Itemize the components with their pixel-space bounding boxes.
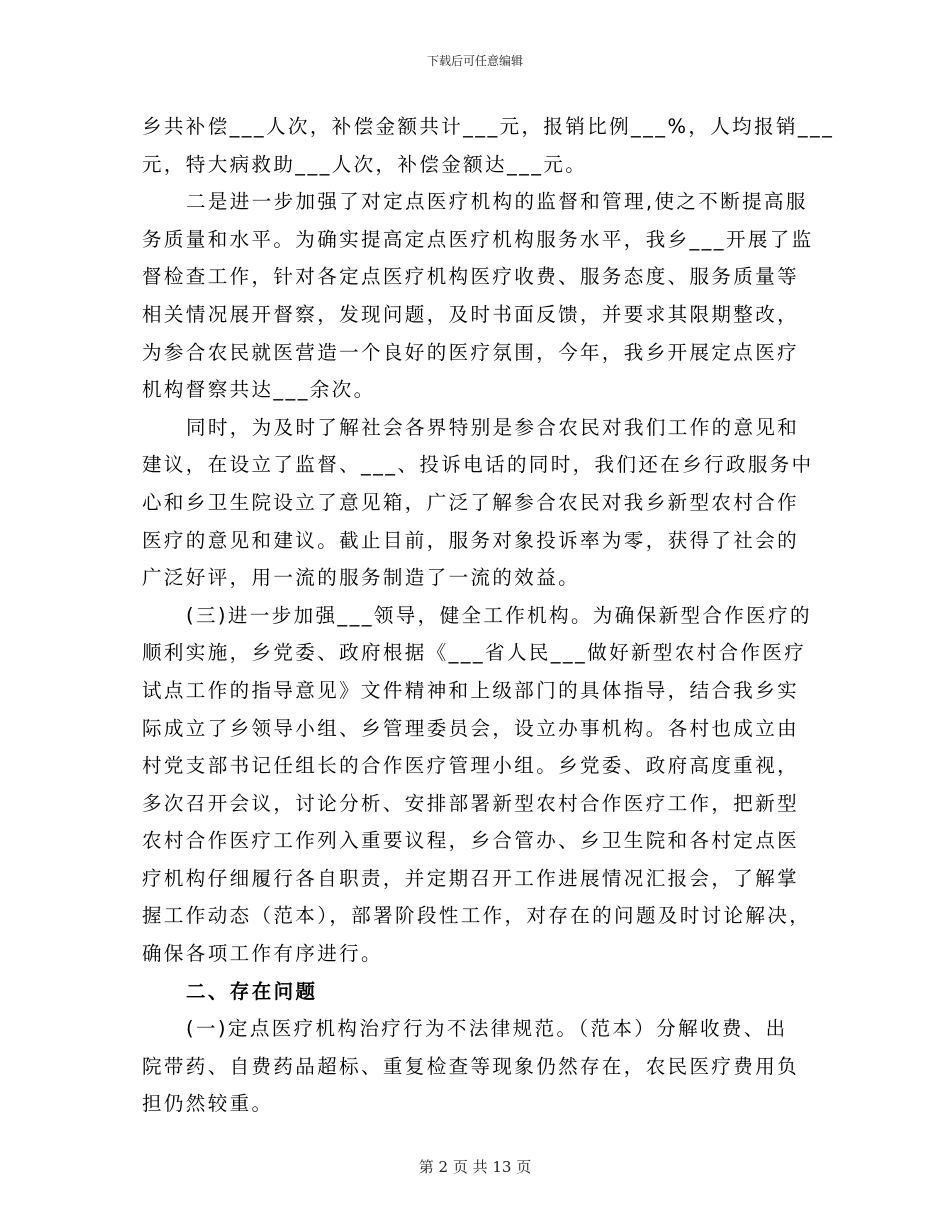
body-line: 相关情况展开督察，发现问题，及时书面反馈，并要求其限期整改， (142, 302, 800, 326)
body-line: 乡共补偿___人次，补偿金额共计___元，报销比例___%，人均报销___ (142, 115, 835, 138)
body-line: 确保各项工作有序进行。 (142, 942, 383, 966)
paragraph-start-line: 同时，为及时了解社会各界特别是参合农民对我们工作的意见和 (186, 415, 800, 439)
body-line: 督检查工作，针对各定点医疗机构医疗收费、服务态度、服务质量等 (142, 265, 800, 289)
body-line: 医疗的意见和建议。截止目前，服务对象投诉率为零，获得了社会的 (142, 528, 800, 552)
body-line: 院带药、自费药品超标、重复检查等现象仍然存在，农民医疗费用负 (142, 1054, 800, 1078)
body-line: 村党支部书记任组长的合作医疗管理小组。乡党委、政府高度重视， (142, 754, 800, 778)
body-line: 顺利实施，乡党委、政府根据《___省人民___做好新型农村合作医疗 (142, 641, 807, 665)
body-line: 农村合作医疗工作列入重要议程，乡合管办、乡卫生院和各村定点医 (142, 829, 800, 853)
paragraph-start-line: (三)进一步加强___领导，健全工作机构。为确保新型合作医疗的 (186, 603, 812, 627)
body-line: 机构督察共达___余次。 (142, 378, 376, 402)
body-line: 疗机构仔细履行各自职责，并定期召开工作进展情况汇报会，了解掌 (142, 866, 800, 890)
page-header: 下载后可任意编辑 (426, 54, 523, 68)
body-line: 际成立了乡领导小组、乡管理委员会，设立办事机构。各村也成立由 (142, 716, 800, 740)
body-line: 元，特大病救助___人次，补偿金额达___元。 (142, 152, 588, 176)
body-line: 试点工作的指导意见》文件精神和上级部门的具体指导，结合我乡实 (142, 678, 800, 702)
body-line: 多次召开会议，讨论分析、安排部署新型农村合作医疗工作，把新型 (142, 791, 800, 815)
body-line: 为参合农民就医营造一个良好的医疗氛围，今年，我乡开展定点医疗 (142, 340, 800, 364)
page-number: 第 2 页 共 13 页 (418, 1158, 532, 1176)
body-line: 握工作动态（范本），部署阶段性工作，对存在的问题及时讨论解决， (142, 904, 812, 928)
paragraph-start-line: (一)定点医疗机构治疗行为不法律规范。（范本）分解收费、出 (186, 1017, 788, 1041)
body-line: 广泛好评，用一流的服务制造了一流的效益。 (142, 566, 581, 590)
section-heading: 二、存在问题 (186, 979, 318, 1003)
body-line: 心和乡卫生院设立了意见箱，广泛了解参合农民对我乡新型农村合作 (142, 490, 800, 514)
body-line: 担仍然较重。 (142, 1092, 274, 1116)
paragraph-start-line: 二是进一步加强了对定点医疗机构的监督和管理,使之不断提高服 (186, 190, 808, 214)
body-line: 建议，在设立了监督、___、投诉电话的同时，我们还在乡行政服务中 (142, 453, 814, 477)
document-body (142, 108, 835, 1123)
body-line: 务质量和水平。为确实提高定点医疗机构服务水平，我乡___开展了监 (142, 227, 814, 251)
